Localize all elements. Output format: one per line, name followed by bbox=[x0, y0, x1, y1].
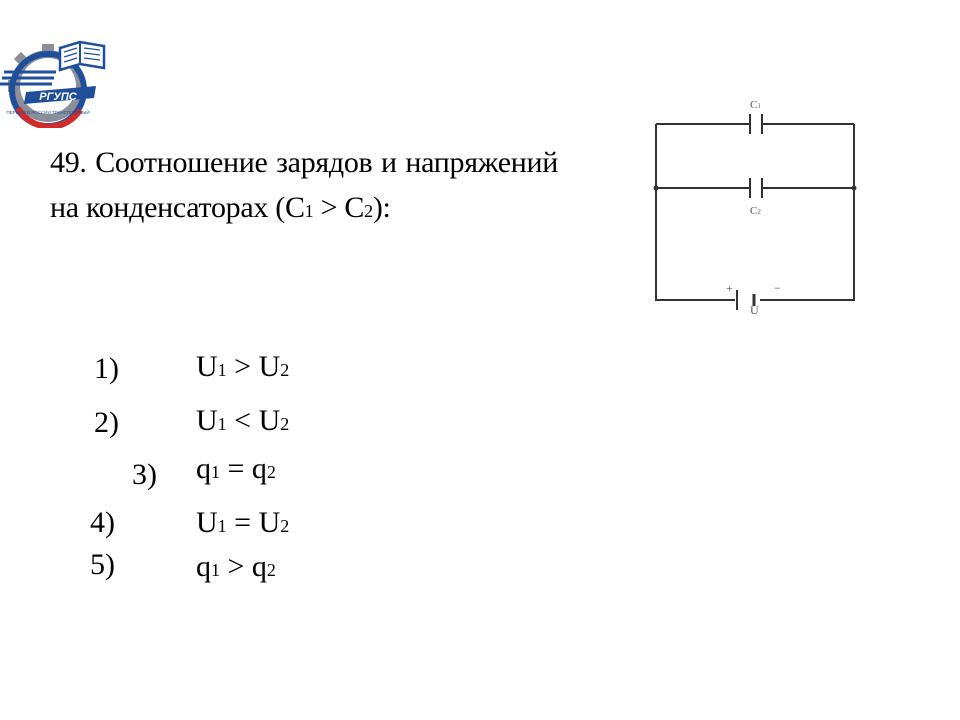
option-expression: U1 > U2 bbox=[196, 350, 290, 383]
junction-right bbox=[852, 186, 857, 191]
option-number: 1) bbox=[94, 352, 119, 385]
plus-label: + bbox=[726, 281, 733, 295]
option-expression: q1 = q2 bbox=[196, 452, 276, 485]
question-text bbox=[50, 140, 558, 234]
capacitor-c2-label: C2 bbox=[750, 205, 761, 217]
minus-label: − bbox=[774, 281, 781, 295]
option-number: 3) bbox=[132, 458, 157, 491]
capacitor-c1-label: C1 bbox=[750, 99, 761, 111]
logo-ribbon-text: ПЕРВЫЙ В РОССИИ ТРАНСПОРТНЫЙ bbox=[6, 110, 90, 115]
option-expression: U1 < U2 bbox=[196, 404, 290, 437]
question-condition: (C1 > C2): bbox=[275, 191, 391, 224]
question-body: Соотношение зарядов и напряжений на конденсаторах bbox=[50, 146, 559, 224]
voltage-label: U bbox=[750, 303, 759, 317]
option-expression: U1 = U2 bbox=[196, 506, 290, 539]
circuit-diagram bbox=[640, 96, 870, 320]
option-number: 2) bbox=[94, 406, 119, 439]
logo-text: РГУПС bbox=[39, 91, 77, 103]
university-logo bbox=[0, 28, 112, 128]
junction-left bbox=[654, 186, 659, 191]
option-number: 5) bbox=[90, 548, 115, 581]
question-number: 49. bbox=[50, 146, 87, 179]
option-expression: q1 > q2 bbox=[196, 550, 276, 583]
option-number: 4) bbox=[90, 506, 115, 539]
